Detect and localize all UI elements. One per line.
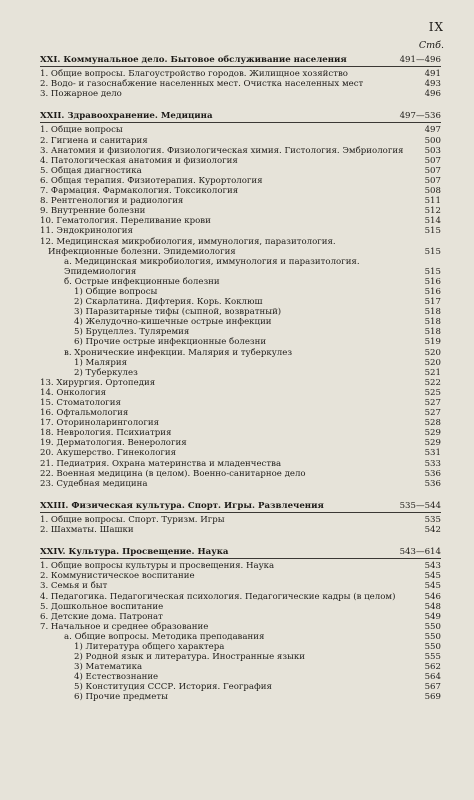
column-header: Стб. — [418, 40, 444, 51]
toc-subentry: 4) Естествознание 564 — [74, 672, 441, 683]
section-title: XXII. Здравоохранение. Медицина — [40, 111, 213, 122]
toc-subentry: 2) Скарлатина. Дифтерия. Корь. Коклюш 517 — [74, 297, 441, 308]
toc-entry: 6. Детские дома. Патронат 549 — [40, 611, 441, 622]
toc-entry: 2. Водо- и газоснабжение населенных мест. Очистка населенных мест 493 — [40, 79, 441, 90]
toc-entry: 1. Общие вопросы 497 — [40, 125, 441, 136]
toc-subentry: 5) Конституция СССР. История. География 567 — [74, 682, 441, 693]
section-title: XXIV. Культура. Просвещение. Наука — [40, 547, 229, 558]
page-number: IX — [428, 20, 444, 34]
toc-entry: 20. Акушерство. Гинекология 531 — [40, 448, 441, 459]
toc-subentry: 1) Общие вопросы 516 — [74, 286, 441, 297]
toc-entry: 2. Гигиена и санитария 500 — [40, 135, 441, 146]
toc-entry: 18. Неврология. Психиатрия 529 — [40, 428, 441, 439]
toc-entry: 3. Семья и быт 545 — [40, 581, 441, 592]
toc-entry: 15. Стоматология 527 — [40, 398, 441, 408]
section-heading — [40, 547, 441, 559]
toc-entry: 2. Коммунистическое воспитание 545 — [40, 571, 441, 582]
toc-subentry: 6) Прочие предметы 569 — [74, 692, 441, 703]
toc-subentry: в. Хронические инфекции. Малярия и туберкулез 520 — [64, 347, 441, 358]
toc-entry: 6. Общая терапия. Физиотерапия. Курортология 507 — [40, 175, 441, 186]
section-range: 491—496 — [399, 55, 441, 65]
toc-subentry: 2) Родной язык и литература. Иностранные языки 555 — [74, 652, 441, 663]
section-range: 497—536 — [399, 111, 441, 122]
section-heading — [40, 111, 441, 123]
toc-subentry: 3) Математика 562 — [74, 662, 441, 673]
toc-entry: 8. Рентгенология и радиология 511 — [40, 196, 441, 207]
toc-entry: 16. Офтальмология 527 — [40, 408, 441, 419]
toc-entry: 10. Гематология. Переливание крови 514 — [40, 216, 441, 227]
section-heading — [40, 501, 441, 513]
toc-subentry: 4) Желудочно-кишечные острые инфекции 518 — [74, 317, 441, 328]
toc-entry: 17. Оториноларингология 528 — [40, 418, 441, 429]
toc-subentry: 6) Прочие острые инфекционные болезни 519 — [74, 337, 441, 348]
toc-entry: 11. Эндокринология 515 — [40, 226, 441, 237]
toc-entry: 1. Общие вопросы. Спорт. Туризм. Игры 535 — [40, 514, 441, 525]
toc-entry: 1. Общие вопросы культуры и просвещения. Наука 543 — [40, 561, 441, 572]
toc-entry: 19. Дерматология. Венерология 529 — [40, 438, 441, 449]
toc-subentry: 1) Литература общего характера 550 — [74, 641, 441, 652]
toc-subentry: 2) Туберкулез 521 — [74, 367, 441, 378]
toc-entry: 7. Начальное и среднее образование 550 — [40, 621, 441, 632]
toc-subentry: а. Общие вопросы. Методика преподавания 550 — [64, 631, 441, 642]
section-range: 543—614 — [399, 547, 441, 558]
toc-entry: 5. Дошкольное воспитание 548 — [40, 601, 441, 612]
toc-entry: 23. Судебная медицина 536 — [40, 478, 441, 489]
toc-entry: 1. Общие вопросы. Благоустройство городов. Жилищное хозяйство 491 — [40, 69, 441, 80]
toc-subentry: 5) Бруцеллез. Туляремия 518 — [74, 327, 441, 338]
section-heading — [40, 55, 441, 67]
toc-entry: 4. Педагогика. Педагогическая психология. Педагогические кадры (в целом) 546 — [40, 591, 441, 602]
toc-entry: 22. Военная медицина (в целом). Военно-санитарное дело 536 — [40, 468, 441, 479]
section-title: XXI. Коммунальное дело. Бытовое обслуживание населения — [40, 55, 347, 65]
toc-entry: 9. Внутренние болезни 512 — [40, 206, 441, 217]
toc-entry: 3. Пожарное дело 496 — [40, 89, 441, 100]
toc-entry: 14. Онкология 525 — [40, 387, 441, 398]
toc-subentry: 1) Малярия 520 — [74, 357, 441, 368]
toc-entry: 13. Хирургия. Ортопедия 522 — [40, 377, 441, 388]
toc-entry: 7. Фармация. Фармакология. Токсикология 508 — [40, 186, 441, 197]
toc-subentry: а. Медицинская микробиология, иммунология и паразитология. Эпидемиология 515 — [64, 256, 441, 277]
toc-entry: 12. Медицинская микробиология, иммунология, паразитология. Инфекционные болезни. Эпидемиология 515 — [40, 236, 441, 257]
toc-entry: 2. Шахматы. Шашки 542 — [40, 525, 441, 536]
toc-entry: 3. Анатомия и физиология. Физиологическая химия. Гистология. Эмбриология 503 — [40, 145, 441, 156]
section-title: XXIII. Физическая культура. Спорт. Игры. Развлечения — [40, 500, 324, 511]
toc-entry: 4. Патологическая анатомия и физиология 507 — [40, 155, 441, 166]
toc-subentry: 3) Паразитарные тифы (сыпной, возвратный) 518 — [74, 307, 441, 318]
toc-subentry: б. Острые инфекционные болезни 516 — [64, 276, 441, 287]
table-of-contents — [40, 55, 441, 703]
section-range: 535—544 — [399, 500, 441, 511]
toc-entry: 5. Общая диагностика 507 — [40, 165, 441, 176]
toc-entry: 21. Педиатрия. Охрана материнства и младенчества 533 — [40, 458, 441, 469]
